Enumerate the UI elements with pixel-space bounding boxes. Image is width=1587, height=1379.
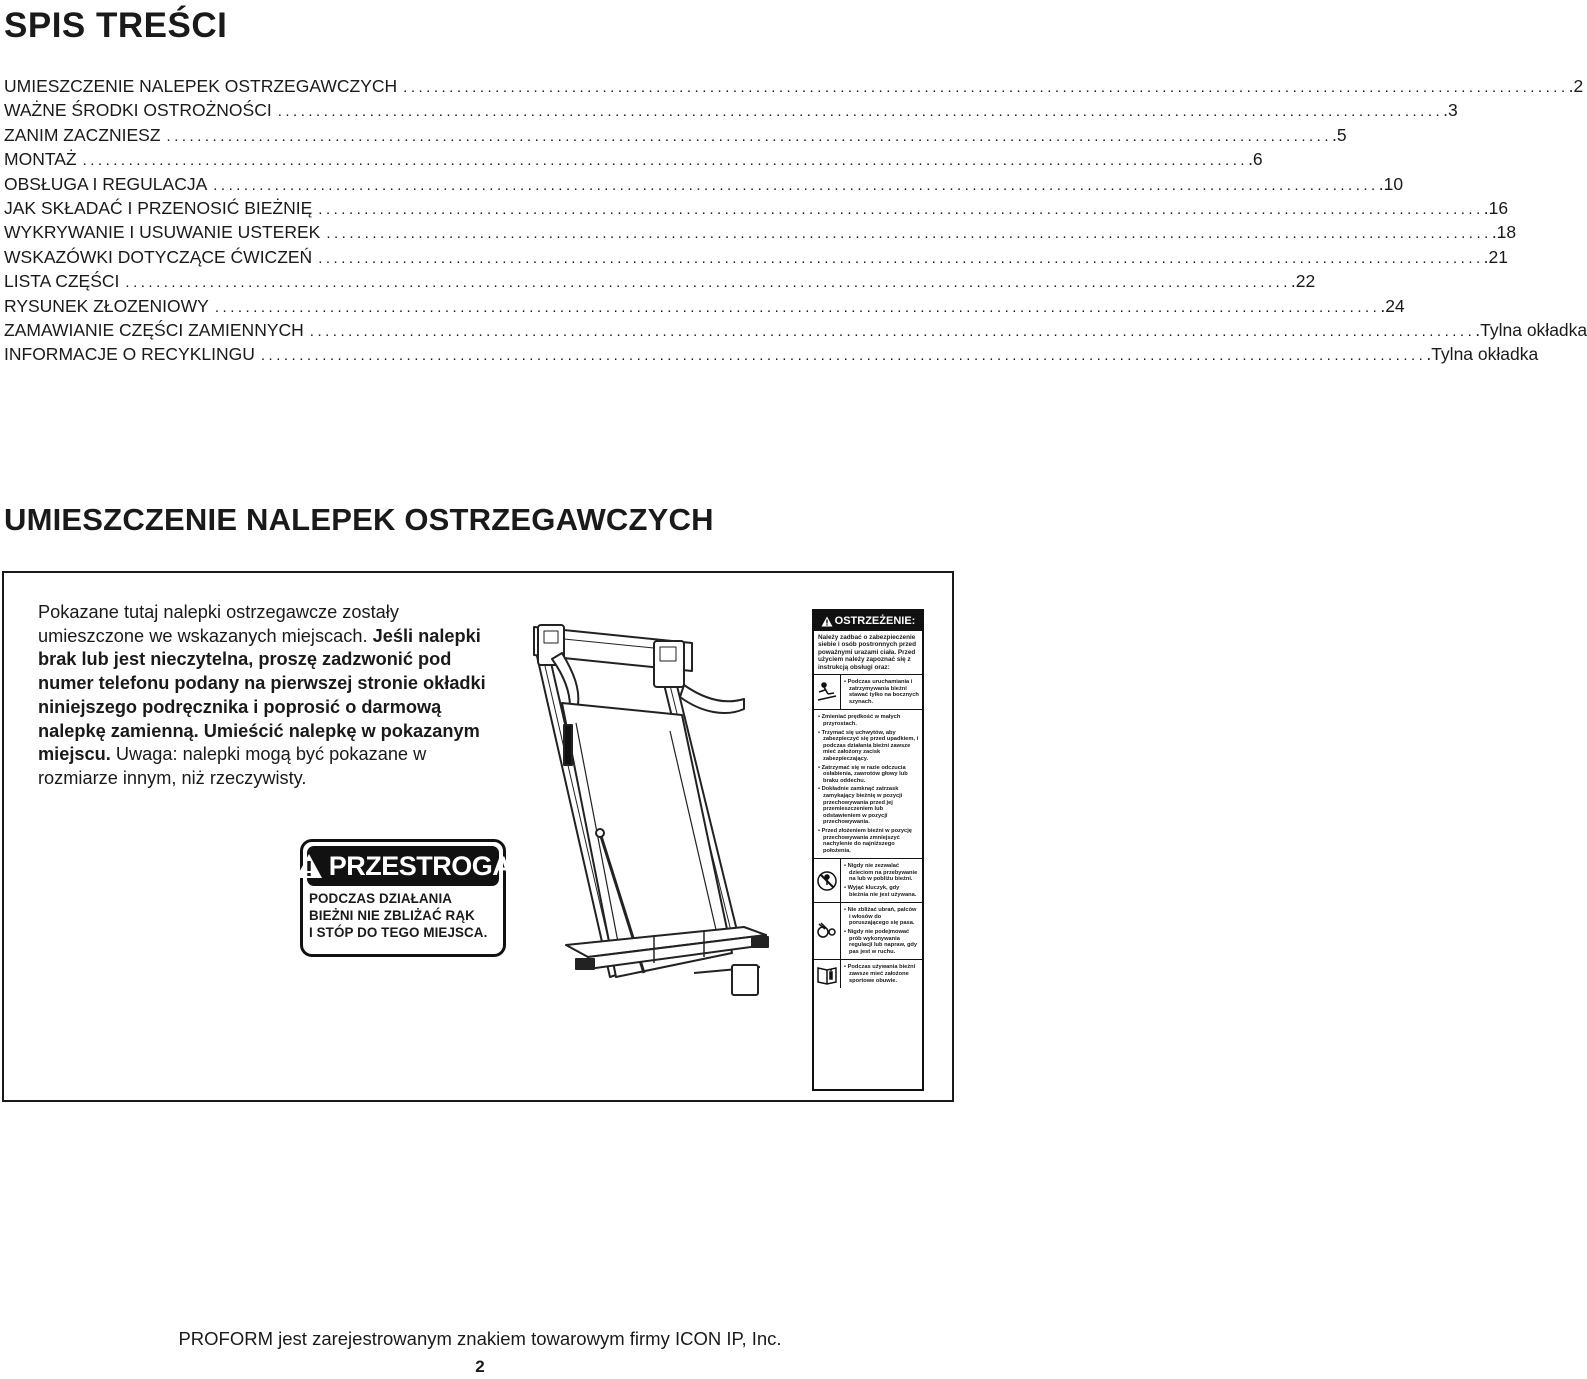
ostrzezenie-intro: Należy zadbać o zabezpieczenie siebie i osób postronnych przed poważnymi urazami ciała. Przed użyciem należy zapoznać się z instrukcją obsługi oraz: [814, 631, 922, 675]
caution-item: • Nie zbliżać ubrań, palców i włosów do poruszającego się pasa. [844, 907, 919, 927]
caution-group [814, 710, 922, 859]
toc-leader: ........................................................................................................................................................ [277, 103, 1444, 121]
toc-row[interactable] [4, 172, 1404, 196]
toc-leader: ........................................................................................................................................................ [166, 127, 1332, 145]
toc-leader: ........................................................................................................................................................ [125, 274, 1291, 292]
caution-item: • Zmieniać prędkość w małych przyrostach. [818, 714, 919, 727]
intro-tail: Uwaga: nalepki mogą być pokazane w rozmiarze innym, niż rzeczywisty. [38, 744, 427, 788]
toc-page: .2 [1568, 76, 1584, 96]
toc-label: ZANIM ZACZNIESZ [4, 124, 161, 145]
toc-leader: ........................................................................................................................................................ [403, 79, 1569, 96]
caution-item: • Podczas używania bieżni zawsze mieć założone sportowe obuwie. [844, 964, 919, 984]
no-children-icon [814, 859, 841, 902]
trademark-note: PROFORM jest zarejestrowanym znakiem towarowym firmy ICON IP, Inc. [178, 1328, 782, 1349]
toc-leader: ........................................................................................................................................................ [82, 152, 1249, 170]
toc-page: .Tylna okładka [1475, 319, 1587, 340]
toc-page: .10 [1378, 173, 1404, 194]
toc-page: .5 [1332, 124, 1347, 145]
toc-leader: ........................................................................................................................................................ [260, 347, 1427, 365]
warning-sticker-panel [2, 571, 954, 1102]
caution-item: • Trzymać się uchwytów, aby zabezpieczyć się przed upadkiem, i podczas działania bieżni zawsze mieć założony zacisk zabezpieczający. [818, 730, 919, 763]
caution-item: • Podczas uruchamiania i zatrzymywania bieżni stawać tylko na bocznych szynach. [844, 679, 919, 705]
caution-group [814, 960, 922, 988]
toc-leader: ........................................................................................................................................................ [213, 176, 1379, 194]
caution-item: • Zatrzymać się w razie odczucia osłabienia, zawrotów głowy lub braku oddechu. [818, 765, 919, 785]
toc-leader: ........................................................................................................................................................ [318, 249, 1484, 267]
caution-group [814, 859, 922, 903]
toc-row[interactable] [4, 196, 1509, 220]
toc-leader: ........................................................................................................................................................ [318, 200, 1484, 218]
toc-label: WAŻNE ŚRODKI OSTROŻNOŚCI [4, 100, 272, 121]
warning-triangle-icon [821, 616, 833, 627]
toc-page: .3 [1443, 100, 1458, 121]
toc-row[interactable] [4, 245, 1508, 269]
toc-label: WYKRYWANIE I USUWANIE USTEREK [4, 222, 321, 243]
intro-bold: Jeśli nalepki brak lub jest nieczytelna, proszę zadzwonić pod numer telefonu podany na pierwszej stronie okładki niniejszego podręcznika i poprosić o darmową nalepkę zamienną. Umieścić nalepkę w pokazanym miejscu. [38, 625, 486, 765]
toc-row[interactable] [4, 220, 1517, 244]
deck-decal [564, 725, 572, 765]
toc-row[interactable] [4, 342, 1539, 366]
intro-text [38, 601, 498, 791]
toc-label: WSKAZÓWKI DOTYCZĄCE ĆWICZEŃ [4, 246, 313, 267]
fall-hazard-icon [814, 675, 841, 709]
toc-page: .6 [1248, 149, 1263, 170]
toc-page: .18 [1491, 222, 1517, 243]
toc-label: UMIESZCZENIE NALEPEK OSTRZEGAWCZYCH [4, 76, 398, 96]
treadmill-illustration [504, 613, 804, 1013]
handrail-right [680, 685, 744, 713]
intro-plain: Pokazane tutaj nalepki ostrzegawcze zostały umieszczone we wskazanych miejscach. [38, 602, 399, 646]
page-title: SPIS TREŚCI [4, 6, 228, 45]
toc-page: .24 [1380, 295, 1405, 316]
caution-item: • Nigdy nie zezwalać dzieciom na przebywanie na lub w pobliżu bieżni. [844, 863, 919, 883]
toc-row[interactable] [4, 98, 1458, 122]
caution-item: • Dokładnie zamknąć zatrzask zamykający bieżnię w pozycji przechowywania przed jej przemieszczeniem lub odstawieniem w pozycji przechowywania. [818, 786, 919, 826]
warning-triangle-icon [295, 853, 323, 879]
entanglement-icon [814, 903, 841, 959]
toc-leader: ........................................................................................................................................................ [326, 225, 1492, 243]
toc-label: JAK SKŁADAĆ I PRZENOSIĆ BIEŻNIĘ [4, 197, 313, 218]
przestroga-heading: PRZESTROGA [307, 846, 499, 886]
toc-label: MONTAŻ [4, 149, 77, 170]
section-title: UMIESZCZENIE NALEPEK OSTRZEGAWCZYCH [4, 502, 714, 537]
ostrzezenie-label [812, 609, 924, 1091]
toc-leader: ........................................................................................................................................................ [309, 322, 1476, 340]
ostrzezenie-heading: OSTRZEŻENIE: [814, 611, 922, 631]
caution-group [814, 903, 922, 960]
toc-leader: ........................................................................................................................................................ [214, 298, 1381, 316]
toc-row[interactable] [4, 269, 1316, 293]
toc-label: RYSUNEK ZŁOZENIOWY [4, 295, 209, 316]
toc-page: .22 [1290, 271, 1316, 292]
page-number: 2 [475, 1357, 485, 1376]
toc-label: INFORMACJE O RECYKLINGU [4, 344, 255, 365]
toc-row[interactable] [4, 318, 1587, 342]
toc-row[interactable] [4, 74, 1584, 98]
caution-item: • Przed złożeniem bieżni w pozycję przechowywania zmniejszyć nachylenie do najniższego położenia. [818, 828, 919, 854]
toc-row[interactable] [4, 123, 1347, 147]
toc-page: .Tylna okładka [1426, 344, 1539, 365]
table-of-contents [4, 74, 1587, 367]
caution-group [814, 675, 922, 710]
toc-row[interactable] [4, 294, 1405, 318]
toc-row[interactable] [4, 147, 1263, 171]
przestroga-sticker [300, 839, 512, 957]
toc-label: OBSŁUGA I REGULACJA [4, 173, 208, 194]
toc-label: LISTA CZĘŚCI [4, 271, 120, 292]
toc-page: .16 [1483, 197, 1509, 218]
toc-page: .21 [1483, 246, 1508, 267]
przestroga-text: PODCZAS DZIAŁANIA BIEŻNI NIE ZBLIŻAĆ RĄK I STÓP DO TEGO MIEJSCA. [309, 891, 488, 940]
read-manual-icon [814, 960, 841, 988]
caution-item: • Wyjąć kluczyk, gdy bieżnia nie jest używana. [844, 885, 919, 898]
toc-label: ZAMAWIANIE CZĘŚCI ZAMIENNYCH [4, 319, 304, 340]
caution-item: • Nigdy nie podejmować prób wykonywania regulacji lub napraw, gdy pas jest w ruchu. [844, 929, 919, 955]
